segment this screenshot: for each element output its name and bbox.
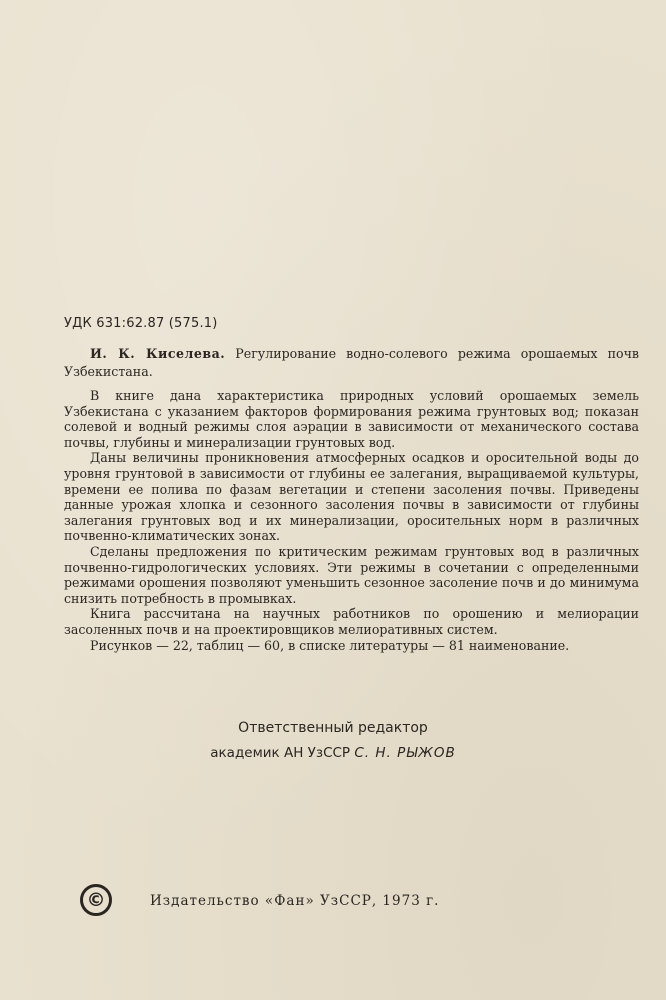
bibliographic-reference — [64, 345, 639, 381]
abstract-paragraph: Книга рассчитана на научных работников по орошению и мелиорации засоленных почв и на проектировщиков мелиоративных систем. — [64, 606, 639, 637]
reference-title: Регулирование водно-солевого режима орошаемых почв Узбекистана. — [64, 346, 639, 379]
editor-position: академик АН УзССР — [210, 745, 351, 761]
copyright-symbol: © — [86, 889, 106, 911]
reference-author: И. К. Киселева. — [90, 346, 226, 361]
editor-name: С. Н. РЫЖОВ — [354, 745, 456, 761]
abstract-paragraph: Даны величины проникновения атмосферных осадков и оросительной воды до уровня грунтовой в зависимости от глубины ее залегания, выращиваемой культуры, времени ее полива по фазам вегетации и степени засоления почвы. Приведены данные урожая хлопка и сезонного засоления почвы в зависимости от глубины залегания грунтовых вод и их минерализации, оросительных норм в различных почвенно-климатических зонах. — [64, 450, 639, 544]
copyright-icon — [80, 884, 112, 916]
abstract-paragraph: Рисунков — 22, таблиц — 60, в списке литературы — 81 наименование. — [90, 637, 570, 653]
publisher-imprint: Издательство «Фан» УзССР, 1973 г. — [150, 893, 440, 909]
udk-code: УДК 631:62.87 (575.1) — [64, 316, 218, 331]
abstract — [64, 388, 639, 653]
editor-title: Ответственный редактор — [238, 720, 428, 736]
reference-line — [64, 345, 639, 381]
abstract-paragraph: Сделаны предложения по критическим режимам грунтовых вод в различных почвенно-гидрологических условиях. Эти режимы в сочетании с определенными режимами орошения позволяют уменьшить сезонное засоление почв и до минимума снизить потребность в промывках. — [64, 543, 639, 606]
editor-line — [0, 745, 666, 761]
abstract-paragraph: В книге дана характеристика природных условий орошаемых земель Узбекистана с указанием факторов формирования режима грунтовых вод; показан солевой и водный режимы слоя аэрации в зависимости от механического состава почвы, глубины и минерализации грунтовых вод. — [64, 388, 639, 450]
